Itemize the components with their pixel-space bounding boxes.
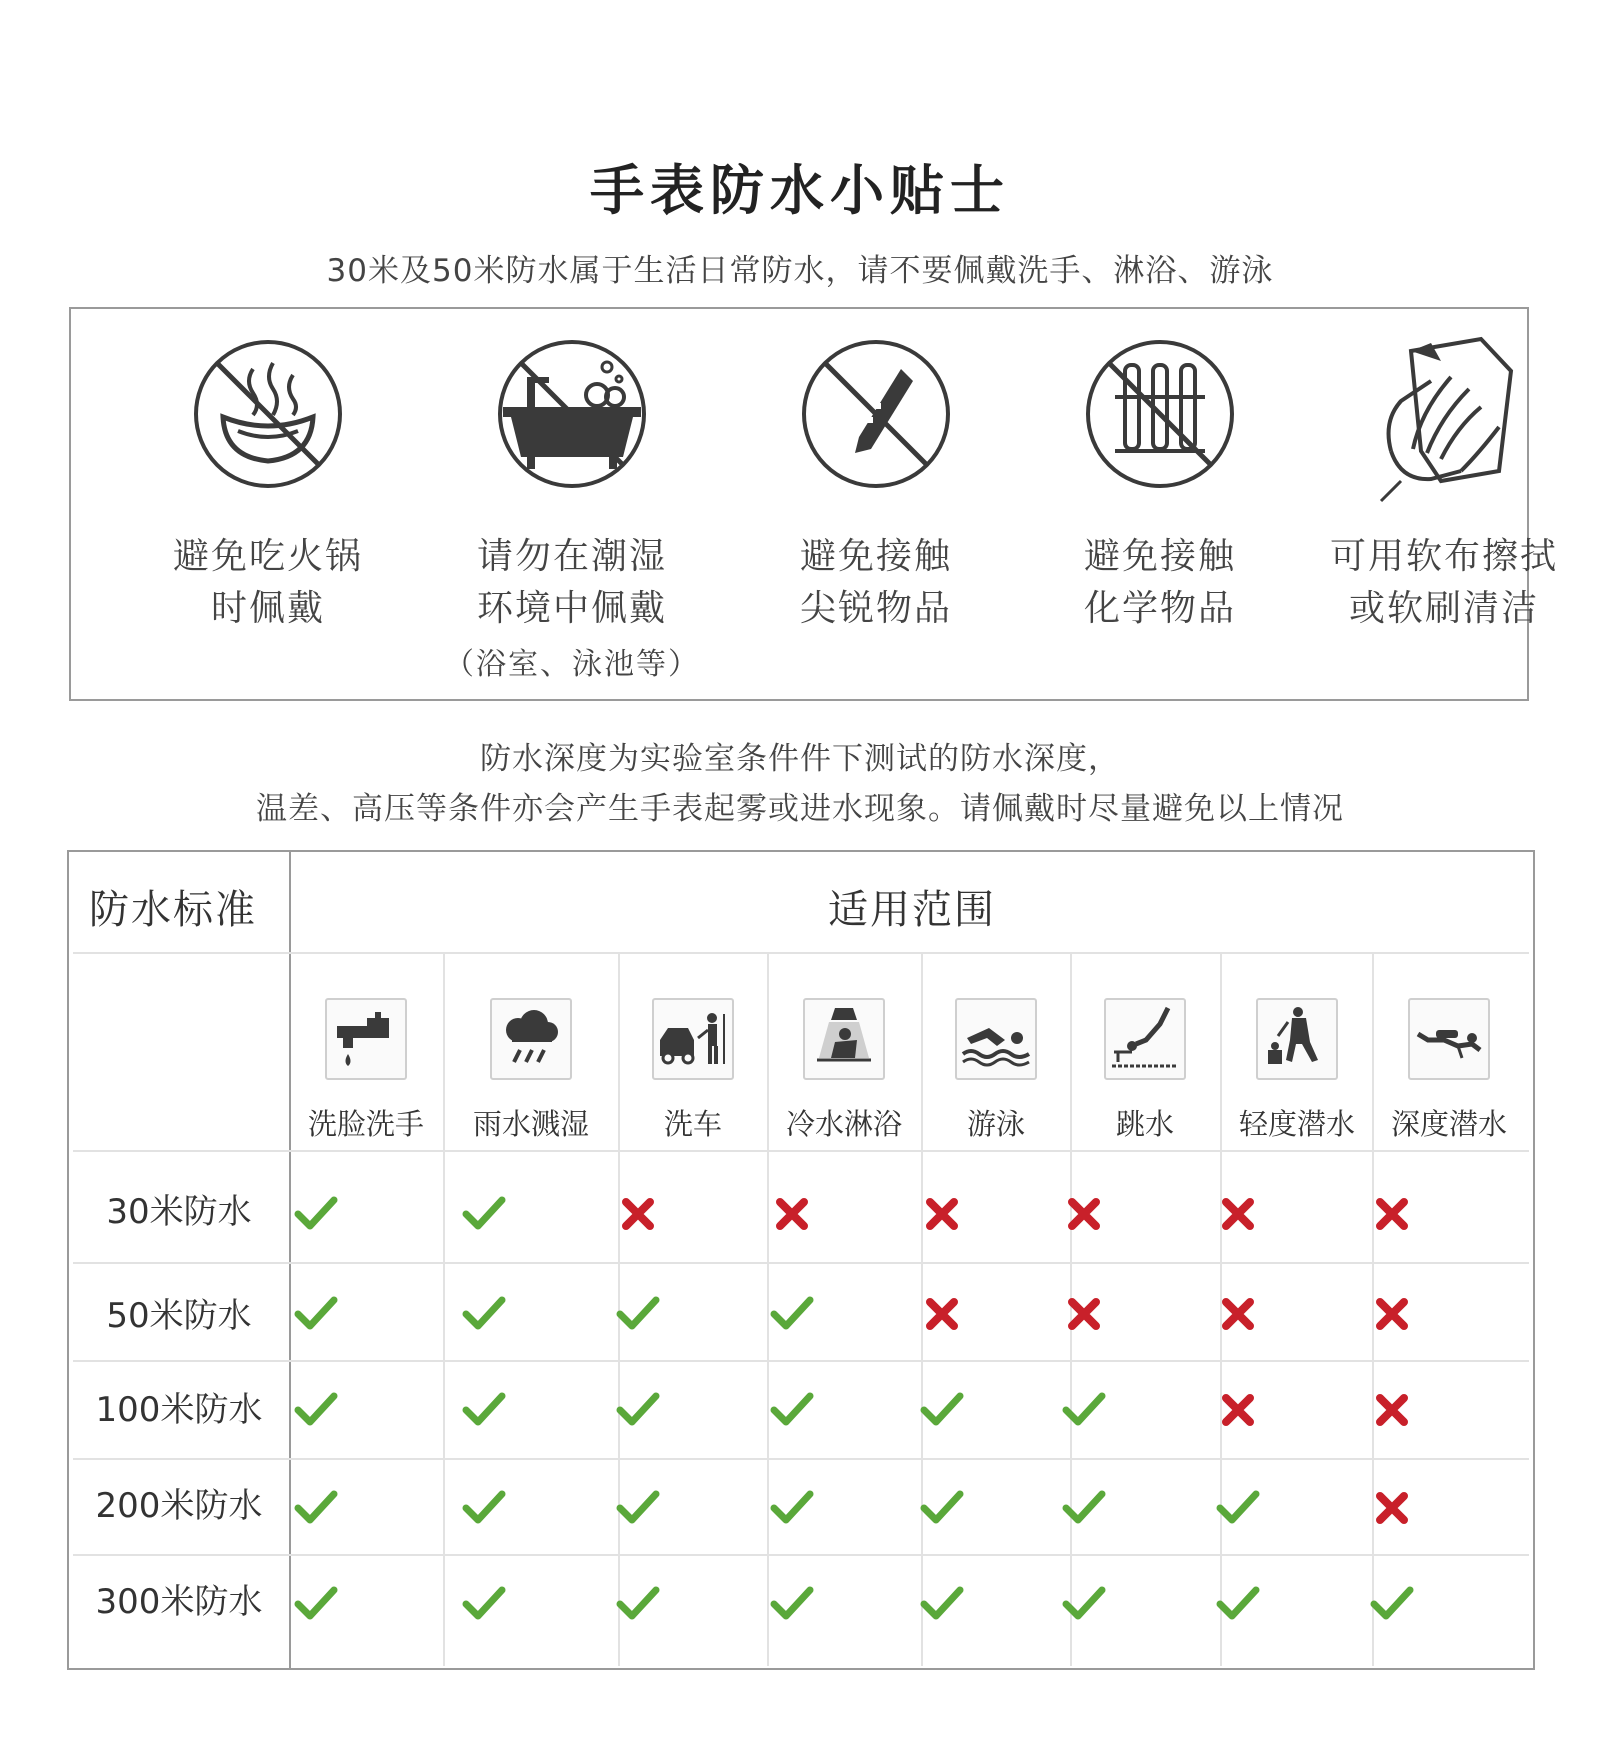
tips-panel xyxy=(69,307,1558,701)
note-line-1: 防水深度为实验室条件件下测试的防水深度， xyxy=(480,741,1120,777)
tip-hotpot xyxy=(123,309,413,699)
row-label-100m: 100米防水 xyxy=(95,1390,263,1430)
activity-label: 雨水溅湿 xyxy=(472,1107,589,1141)
cloth-wipe-icon xyxy=(1361,331,1521,511)
tip-line: 可用软布擦拭 xyxy=(1329,536,1558,577)
scuba-icon xyxy=(1410,1000,1488,1078)
row-label-50m: 50米防水 xyxy=(106,1296,252,1336)
check-icon xyxy=(462,1486,506,1530)
check-icon xyxy=(770,1582,814,1626)
row-label-300m: 300米防水 xyxy=(95,1582,263,1622)
activity-label: 游泳 xyxy=(966,1107,1025,1141)
row-label-200m: 200米防水 xyxy=(95,1486,263,1526)
cross-icon xyxy=(1216,1292,1260,1336)
tip-line: 避免接触 xyxy=(1083,536,1236,577)
check-icon xyxy=(294,1192,338,1236)
snorkel-icon xyxy=(1258,1000,1336,1078)
activity-label: 冷水淋浴 xyxy=(785,1107,902,1141)
check-icon xyxy=(616,1292,660,1336)
check-icon xyxy=(616,1582,660,1626)
cross-icon xyxy=(616,1192,660,1236)
car-wash-icon xyxy=(654,1000,732,1078)
check-icon xyxy=(1216,1582,1260,1626)
check-icon xyxy=(920,1486,964,1530)
cross-icon xyxy=(770,1192,814,1236)
tip-line: 避免接触 xyxy=(799,536,952,577)
row-divider xyxy=(73,1262,1529,1264)
cross-icon xyxy=(1216,1388,1260,1432)
check-icon xyxy=(462,1388,506,1432)
tip-chemical xyxy=(1015,309,1305,699)
tip-line: 避免吃火锅 xyxy=(172,536,363,577)
activity-label: 洗车 xyxy=(663,1107,722,1141)
note-line-2: 温差、高压等条件亦会产生手表起雾或进水现象。请佩戴时尽量避免以上情况 xyxy=(256,791,1344,827)
row-divider xyxy=(73,1554,1529,1556)
check-icon xyxy=(770,1486,814,1530)
check-icon xyxy=(920,1388,964,1432)
check-icon xyxy=(294,1486,338,1530)
tip-line: 环境中佩戴 xyxy=(476,588,667,629)
cross-icon xyxy=(1370,1388,1414,1432)
row-divider xyxy=(73,1458,1529,1460)
activity-label: 深度潜水 xyxy=(1390,1107,1507,1141)
tip-line: 或软刷清洁 xyxy=(1348,588,1539,629)
cross-icon xyxy=(1062,1292,1106,1336)
cross-icon xyxy=(1062,1192,1106,1236)
standard-header: 防水标准 xyxy=(89,887,257,933)
cross-icon xyxy=(1370,1292,1414,1336)
cross-icon xyxy=(920,1292,964,1336)
check-icon xyxy=(294,1582,338,1626)
tip-clean xyxy=(1299,309,1589,699)
check-icon xyxy=(462,1192,506,1236)
check-icon xyxy=(1370,1582,1414,1626)
tip-note: （浴室、泳池等） xyxy=(444,647,700,682)
row-label-30m: 30米防水 xyxy=(106,1192,252,1232)
check-icon xyxy=(1216,1486,1260,1530)
cross-icon xyxy=(1370,1192,1414,1236)
faucet-icon xyxy=(327,1000,405,1078)
cross-icon xyxy=(1216,1192,1260,1236)
shower-icon xyxy=(805,1000,883,1078)
no-hotpot-icon xyxy=(193,339,343,489)
tip-line: 时佩戴 xyxy=(210,588,325,629)
no-chemicals-icon xyxy=(1085,339,1235,489)
tip-sharp xyxy=(731,309,1021,699)
column-divider xyxy=(289,852,291,1668)
no-bathtub-icon xyxy=(497,339,647,489)
swimming-icon xyxy=(957,1000,1035,1078)
row-divider xyxy=(73,1360,1529,1362)
tip-humid xyxy=(427,309,717,699)
check-icon xyxy=(770,1388,814,1432)
check-icon xyxy=(1062,1486,1106,1530)
check-icon xyxy=(462,1292,506,1336)
page-subtitle: 30米及50米防水属于生活日常防水，请不要佩戴洗手、淋浴、游泳 xyxy=(326,253,1274,289)
tip-line: 尖锐物品 xyxy=(799,588,952,629)
check-icon xyxy=(1062,1388,1106,1432)
waterproof-table xyxy=(67,850,1535,1670)
row-divider xyxy=(73,1150,1529,1152)
check-icon xyxy=(462,1582,506,1626)
activity-label: 洗脸洗手 xyxy=(307,1107,424,1141)
cross-icon xyxy=(1370,1486,1414,1530)
activity-label: 轻度潜水 xyxy=(1238,1107,1355,1141)
check-icon xyxy=(616,1388,660,1432)
no-knife-icon xyxy=(801,339,951,489)
check-icon xyxy=(294,1292,338,1336)
page-title: 手表防水小贴士 xyxy=(590,159,1010,222)
check-icon xyxy=(920,1582,964,1626)
tip-line: 化学物品 xyxy=(1083,588,1236,629)
rain-icon xyxy=(492,1000,570,1078)
check-icon xyxy=(1062,1582,1106,1626)
check-icon xyxy=(294,1388,338,1432)
check-icon xyxy=(770,1292,814,1336)
diving-board-icon xyxy=(1106,1000,1184,1078)
check-icon xyxy=(616,1486,660,1530)
column-divider xyxy=(767,952,769,1666)
cross-icon xyxy=(920,1192,964,1236)
row-divider xyxy=(73,952,1529,954)
activity-label: 跳水 xyxy=(1115,1107,1174,1141)
tip-line: 请勿在潮湿 xyxy=(476,536,667,577)
column-divider xyxy=(443,952,445,1666)
scope-header: 适用范围 xyxy=(828,887,996,933)
